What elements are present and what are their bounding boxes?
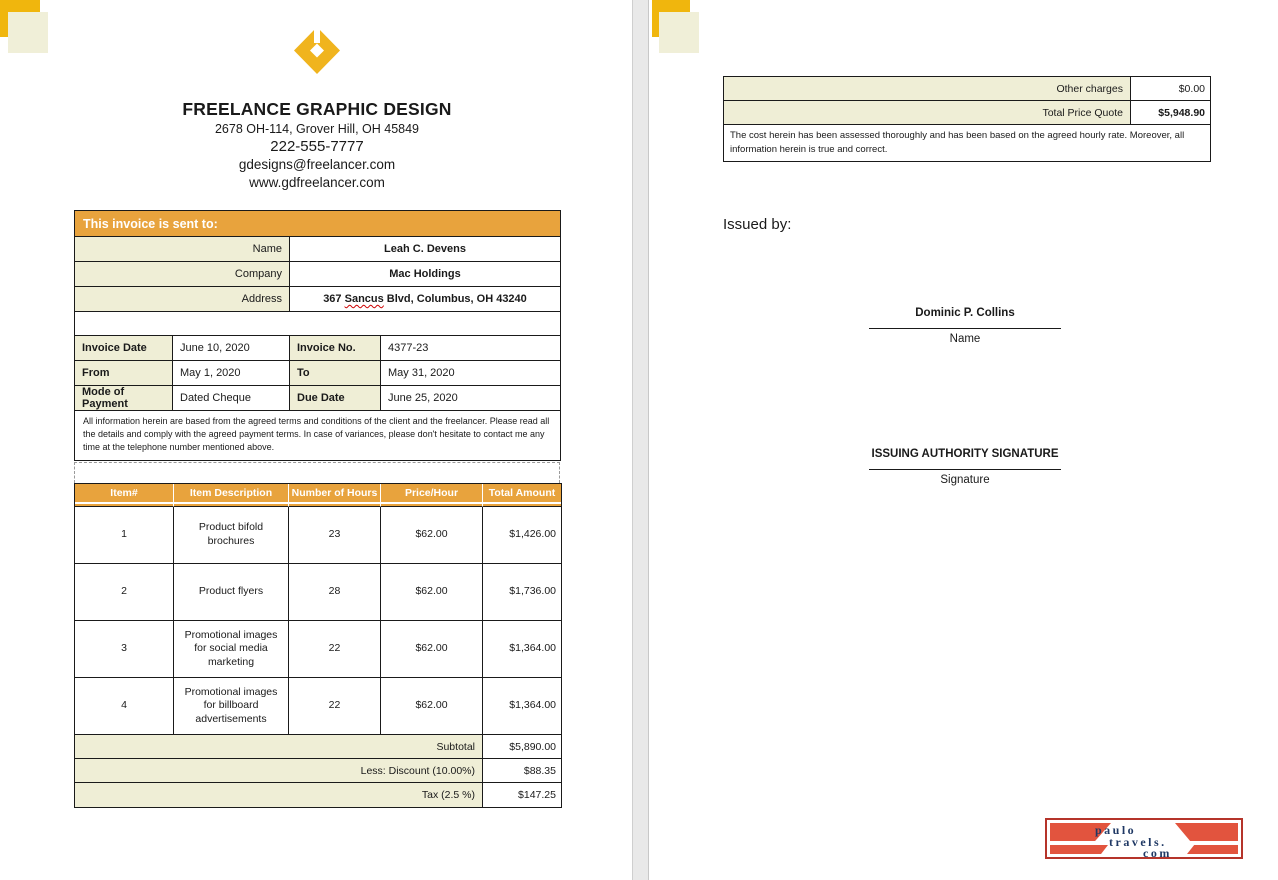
recipient-name-value: Leah C. Devens xyxy=(290,237,561,262)
item-price: $62.00 xyxy=(381,507,483,564)
due-date-label: Due Date xyxy=(290,386,381,411)
invoice-meta-table xyxy=(74,335,561,461)
paulo-travels-logo xyxy=(1045,818,1243,859)
total-price-quote-label: Total Price Quote xyxy=(724,101,1131,125)
item-row xyxy=(75,507,561,564)
items-header-row xyxy=(75,484,561,504)
empty-cell xyxy=(75,312,561,337)
items-table xyxy=(74,483,562,808)
table-row xyxy=(75,287,561,312)
page-1 xyxy=(0,0,632,880)
empty-row xyxy=(75,312,561,337)
item-price: $62.00 xyxy=(381,621,483,678)
item-description: Product bifold brochures xyxy=(174,507,289,564)
page-gutter xyxy=(632,0,649,880)
item-number: 2 xyxy=(75,564,174,621)
item-total: $1,736.00 xyxy=(483,564,561,621)
item-total: $1,426.00 xyxy=(483,507,561,564)
company-email: gdesigns@freelancer.com xyxy=(238,157,396,172)
totals-table xyxy=(723,76,1211,162)
logo-right-strip xyxy=(1187,845,1238,854)
logo-left-strip xyxy=(1050,845,1108,854)
invoice-date-value: June 10, 2020 xyxy=(173,336,290,361)
terms-note: All information herein are based from the agreed terms and conditions of the client and the freelancer. Please read all the details and comply with the agreed payment terms. In case of variances, please don't hesitate to contact me any time at the telephone number mentioned above. xyxy=(75,411,561,461)
recipient-company-value: Mac Holdings xyxy=(290,262,561,287)
col-header-description: Item Description xyxy=(174,484,289,504)
item-row xyxy=(75,621,561,678)
company-name: FREELANCE GRAPHIC DESIGN xyxy=(182,99,452,119)
authority-title: ISSUING AUTHORITY SIGNATURE xyxy=(871,448,1059,460)
assessment-note-row xyxy=(724,125,1211,162)
table-row xyxy=(75,386,561,411)
authority-signature-block xyxy=(865,448,1065,486)
dashed-section-break xyxy=(74,462,560,483)
due-date-value: June 25, 2020 xyxy=(381,386,561,411)
invoice-date-label: Invoice Date xyxy=(75,336,173,361)
item-hours: 22 xyxy=(289,678,381,735)
mode-of-payment-label: Mode of Payment xyxy=(75,386,173,411)
signatory-name: Dominic P. Collins xyxy=(915,307,1015,319)
col-header-hours: Number of Hours xyxy=(289,484,381,504)
col-header-total: Total Amount xyxy=(483,484,561,504)
table-row xyxy=(75,237,561,262)
logo-text-line2: travels. xyxy=(1109,835,1167,849)
recipient-address-label: Address xyxy=(75,287,290,312)
subtotal-label: Subtotal xyxy=(75,735,483,759)
from-label: From xyxy=(75,361,173,386)
signature-caption: Name xyxy=(949,333,981,345)
gold-diamond-icon xyxy=(293,26,341,75)
company-address: 2678 OH-114, Grover Hill, OH 45849 xyxy=(214,122,420,136)
to-label: To xyxy=(290,361,381,386)
item-price: $62.00 xyxy=(381,678,483,735)
item-number: 3 xyxy=(75,621,174,678)
total-price-quote-row xyxy=(724,101,1211,125)
item-total: $1,364.00 xyxy=(483,621,561,678)
issued-by-label: Issued by: xyxy=(723,216,792,233)
invoice-no-label: Invoice No. xyxy=(290,336,381,361)
col-header-item: Item# xyxy=(75,484,174,504)
corner-cream-square xyxy=(8,12,48,53)
discount-row xyxy=(75,759,561,783)
page-2 xyxy=(649,0,1278,880)
address-post: Blvd, Columbus, OH 43240 xyxy=(383,293,527,305)
company-website: www.gdfreelancer.com xyxy=(249,175,385,190)
item-row xyxy=(75,564,561,621)
table-row xyxy=(75,361,561,386)
subtotal-value: $5,890.00 xyxy=(483,735,561,759)
item-number: 4 xyxy=(75,678,174,735)
logo-right-shape xyxy=(1175,823,1238,841)
other-charges-label: Other charges xyxy=(724,77,1131,101)
item-hours: 28 xyxy=(289,564,381,621)
company-phone: 222-555-7777 xyxy=(270,138,364,155)
item-description: Product flyers xyxy=(174,564,289,621)
terms-note-row xyxy=(75,411,561,461)
recipient-banner-row xyxy=(75,211,561,237)
logo-text-line1: paulo xyxy=(1095,823,1137,837)
recipient-banner: This invoice is sent to: xyxy=(75,211,561,237)
from-value: May 1, 2020 xyxy=(173,361,290,386)
corner-cream-square xyxy=(659,12,699,53)
to-value: May 31, 2020 xyxy=(381,361,561,386)
recipient-company-label: Company xyxy=(75,262,290,287)
invoice-no-value: 4377-23 xyxy=(381,336,561,361)
table-row xyxy=(75,262,561,287)
name-signature-block xyxy=(865,307,1065,345)
item-number: 1 xyxy=(75,507,174,564)
discount-label: Less: Discount (10.00%) xyxy=(75,759,483,783)
item-row xyxy=(75,678,561,735)
tax-label: Tax (2.5 %) xyxy=(75,783,483,807)
address-pre: 367 xyxy=(323,293,345,305)
item-hours: 22 xyxy=(289,621,381,678)
item-hours: 23 xyxy=(289,507,381,564)
assessment-note: The cost herein has been assessed thoroughly and has been based on the agreed hourly rate. Moreover, all information herein is true and correct. xyxy=(724,125,1211,162)
col-header-price: Price/Hour xyxy=(381,484,483,504)
item-price: $62.00 xyxy=(381,564,483,621)
other-charges-value: $0.00 xyxy=(1131,77,1211,101)
tax-value: $147.25 xyxy=(483,783,561,807)
recipient-table xyxy=(74,210,561,337)
item-description: Promotional images for billboard advertisements xyxy=(174,678,289,735)
other-charges-row xyxy=(724,77,1211,101)
table-row xyxy=(75,336,561,361)
recipient-address-value xyxy=(290,287,561,312)
signature-caption: Signature xyxy=(940,474,990,486)
tax-row xyxy=(75,783,561,807)
recipient-name-label: Name xyxy=(75,237,290,262)
address-misspelled-word: Sancus xyxy=(344,293,384,305)
logo-text-line3: com xyxy=(1143,846,1172,860)
total-price-quote-value: $5,948.90 xyxy=(1131,101,1211,125)
mode-of-payment-value: Dated Cheque xyxy=(173,386,290,411)
subtotal-row xyxy=(75,735,561,759)
discount-value: $88.35 xyxy=(483,759,561,783)
item-total: $1,364.00 xyxy=(483,678,561,735)
item-description: Promotional images for social media marketing xyxy=(174,621,289,678)
